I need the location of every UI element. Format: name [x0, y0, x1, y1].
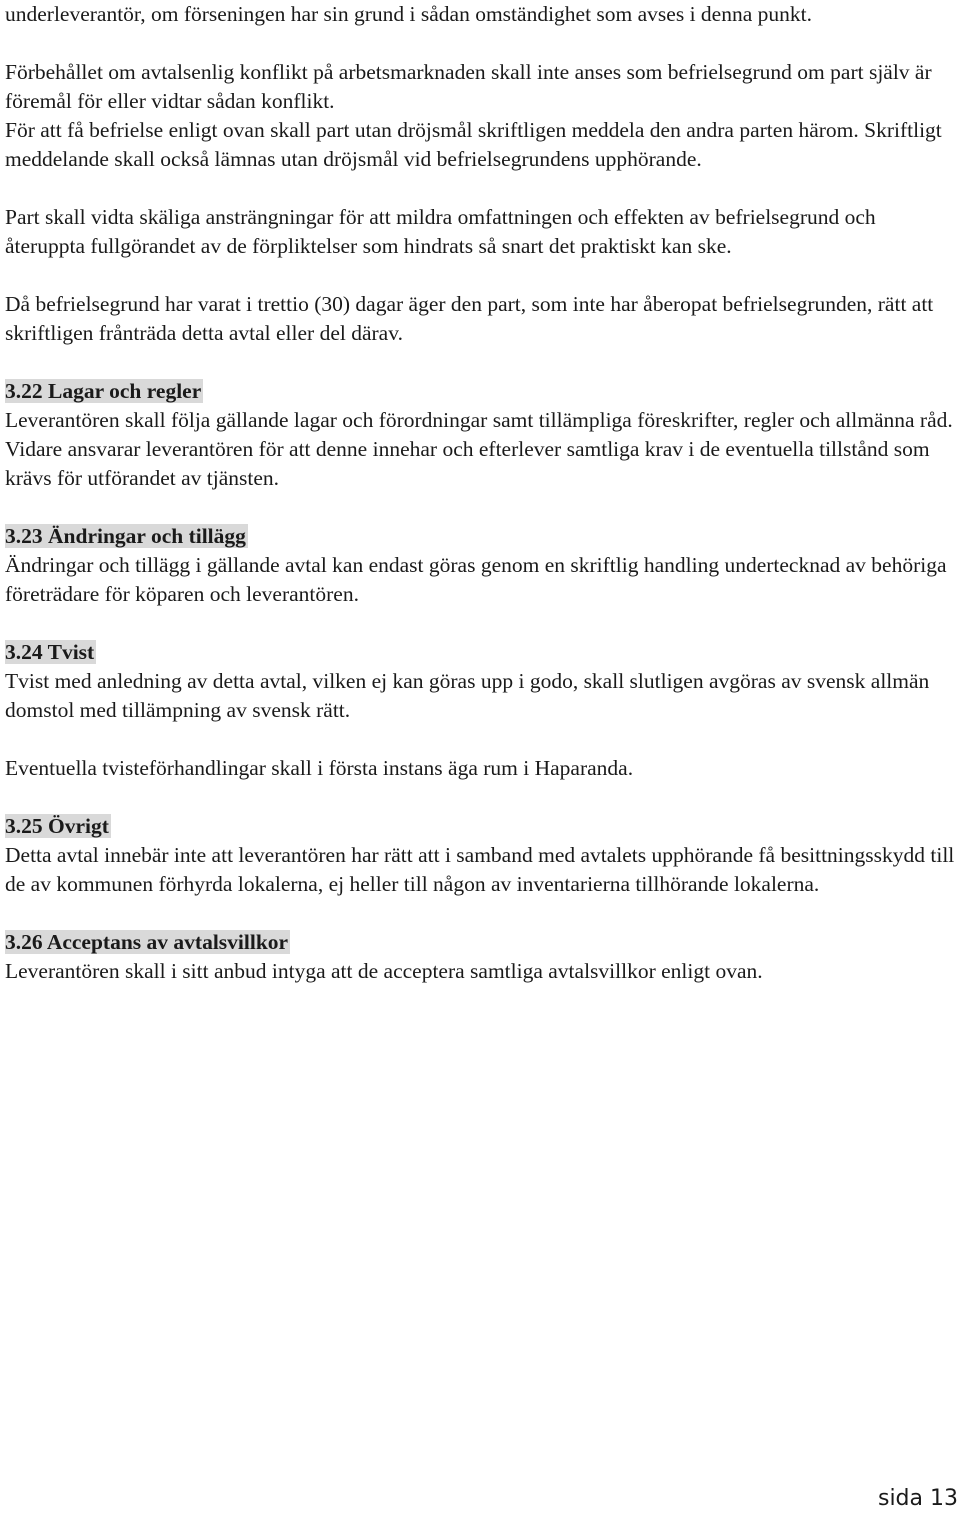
section-body: Ändringar och tillägg i gällande avtal kan endast göras genom en skriftlig handling undertecknad av behöriga företrädare för köparen och leverantören.: [5, 553, 947, 606]
section-heading: [5, 928, 955, 957]
section-body: Leverantören skall följa gällande lagar och förordningar samt tillämpliga föreskrifter, regler och allmänna råd. Vidare ansvarar leverantören för att denne innehar och efterlever samtliga krav i de eventuella tillstånd som krävs för utförandet av tjänsten.: [5, 408, 953, 490]
section-3-23: [5, 522, 955, 609]
section-heading: [5, 377, 955, 406]
section-heading: [5, 812, 955, 841]
paragraph-trettio-dagar: Då befrielsegrund har varat i trettio (30) dagar äger den part, som inte har åberopat befrielsegrunden, rätt att skriftligen frånträda detta avtal eller del därav.: [5, 292, 934, 345]
section-heading-text: 3.23 Ändringar och tillägg: [5, 524, 246, 548]
section-3-25: [5, 812, 955, 899]
section-3-24: [5, 638, 955, 783]
section-body-secondary: Eventuella tvisteförhandlingar skall i första instans äga rum i Haparanda.: [5, 756, 634, 780]
document-body: [5, 0, 955, 986]
section-3-26: [5, 928, 955, 986]
section-heading-text: 3.26 Acceptans av avtalsvillkor: [5, 930, 289, 954]
paragraph-anstrangningar: Part skall vidta skäliga ansträngningar för att mildra omfattningen och effekten av befrielsegrund och återuppta fullgörandet av de förpliktelser som hindrats så snart det praktiskt kan ske.: [5, 205, 876, 258]
section-heading-text: 3.25 Övrigt: [5, 814, 109, 838]
section-heading: [5, 522, 955, 551]
paragraph-befrielse-meddelande: För att få befrielse enligt ovan skall part utan dröjsmål skriftligen meddela den andra parten härom. Skriftligt meddelande skall också lämnas utan dröjsmål vid befrielsegrundens upphörande.: [5, 118, 942, 171]
page-number: sida 13: [877, 1486, 958, 1511]
paragraph-forbehallet: Förbehållet om avtalsenlig konflikt på arbetsmarknaden skall inte anses som befrielsegrund om part själv är föremål för eller vidtar sådan konflikt.: [5, 60, 932, 113]
section-heading: [5, 638, 955, 667]
section-body: Tvist med anledning av detta avtal, vilken ej kan göras upp i godo, skall slutligen avgöras av svensk allmän domstol med tillämpning av svensk rätt.: [5, 669, 930, 722]
section-heading-text: 3.22 Lagar och regler: [5, 379, 202, 403]
section-3-22: [5, 377, 955, 493]
section-heading-text: 3.24 Tvist: [5, 640, 95, 664]
section-body: Leverantören skall i sitt anbud intyga att de acceptera samtliga avtalsvillkor enligt ovan.: [5, 959, 763, 983]
section-body: Detta avtal innebär inte att leverantören har rätt att i samband med avtalets upphörande få besittningsskydd till de av kommunen förhyrda lokalerna, ej heller till någon av inventarierna tillhörande lokalerna.: [5, 843, 955, 896]
paragraph-underleverantor: underleverantör, om förseningen har sin grund i sådan omständighet som avses i denna punkt.: [5, 2, 812, 26]
